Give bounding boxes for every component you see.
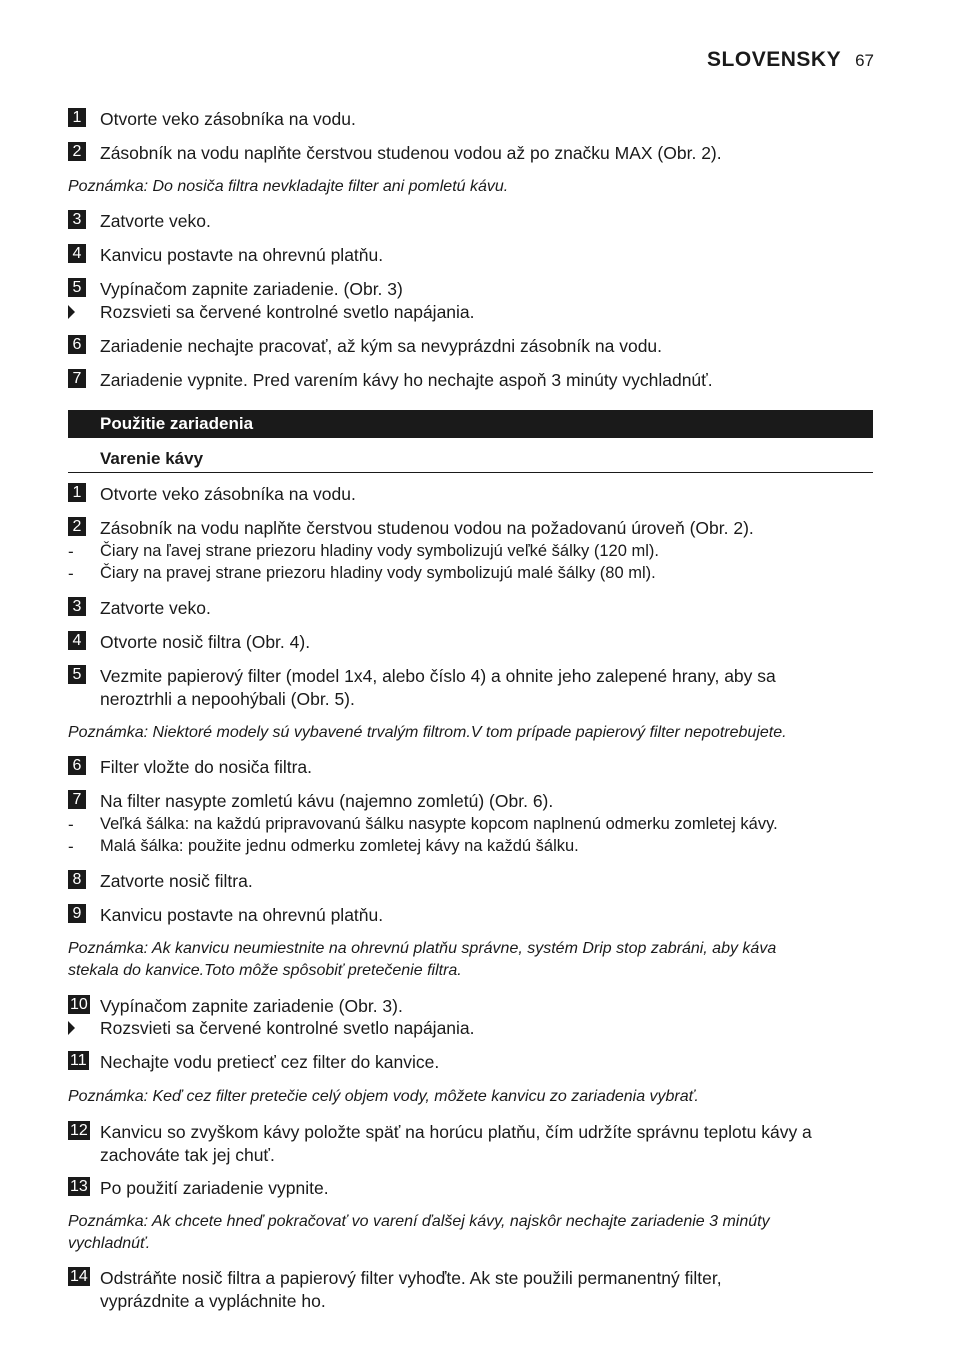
step-number: 9 bbox=[68, 904, 86, 923]
step-number: 3 bbox=[68, 597, 86, 616]
note-line: vychladnúť. bbox=[68, 1235, 151, 1252]
step-text: Na filter nasypte zomletú kávu (najemno zomletú) (Obr. 6). bbox=[100, 791, 554, 811]
step-item bbox=[68, 278, 873, 301]
step-number: 2 bbox=[68, 142, 86, 161]
step-text: Otvorte nosič filtra (Obr. 4). bbox=[100, 632, 311, 652]
language-label: SLOVENSKY bbox=[707, 48, 842, 71]
step-number: 8 bbox=[68, 870, 86, 889]
step-text: Zatvorte veko. bbox=[100, 211, 211, 231]
step-text: Kanvicu postavte na ohrevnú platňu. bbox=[100, 905, 384, 925]
step-number: 4 bbox=[68, 244, 86, 263]
step-item bbox=[68, 1267, 873, 1313]
section-heading bbox=[68, 410, 873, 438]
dash-text: Čiary na pravej strane priezoru hladiny vody symbolizujú malé šálky (80 ml). bbox=[100, 564, 656, 582]
note-line: Poznámka: Ak chcete hneď pokračovať vo varení ďalšej kávy, najskôr nechajte zariadenie 3 minúty bbox=[68, 1213, 770, 1230]
dash-text: Veľká šálka: na každú pripravovanú šálku nasypte kopcom naplnenú odmerku zomletej kávy. bbox=[100, 815, 778, 833]
step-item bbox=[68, 1177, 873, 1200]
step-item bbox=[68, 631, 873, 654]
result-text: Rozsvieti sa červené kontrolné svetlo napájania. bbox=[100, 302, 475, 322]
step-text: Vypínačom zapnite zariadenie (Obr. 3). bbox=[100, 996, 403, 1016]
note-line: stekala do kanvice.Toto môže spôsobiť pretečenie filtra. bbox=[68, 962, 462, 979]
dash-item: - Malá šálka: použite jednu odmerku zomletej kávy na každú šálku. bbox=[68, 835, 873, 857]
step-text: Zatvorte veko. bbox=[100, 598, 211, 618]
step-number: 7 bbox=[68, 790, 86, 809]
step-number: 5 bbox=[68, 665, 86, 684]
step-item bbox=[68, 210, 873, 233]
step-item bbox=[68, 108, 873, 131]
step-number: 12 bbox=[70, 1122, 88, 1139]
step-item bbox=[68, 369, 873, 392]
result-arrow-icon bbox=[68, 305, 75, 319]
dash-text: Čiary na ľavej strane priezoru hladiny vody symbolizujú veľké šálky (120 ml). bbox=[100, 542, 659, 560]
step-text: Vypínačom zapnite zariadenie. (Obr. 3) bbox=[100, 279, 403, 299]
subsection-title: Varenie kávy bbox=[100, 449, 204, 468]
step-text-cont: vyprázdnite a vypláchnite ho. bbox=[100, 1291, 326, 1311]
note: Poznámka: Keď cez filter pretečie celý objem vody, môžete kanvicu zo zariadenia vybrať. bbox=[68, 1088, 699, 1105]
step-text: Zásobník na vodu naplňte čerstvou studenou vodou na požadovanú úroveň (Obr. 2). bbox=[100, 518, 754, 538]
step-item bbox=[68, 142, 873, 165]
step-number: 6 bbox=[68, 335, 86, 354]
step-text: Zariadenie vypnite. Pred varením kávy ho nechajte aspoň 3 minúty vychladnúť. bbox=[100, 370, 713, 390]
step-number: 13 bbox=[70, 1178, 88, 1195]
result-item bbox=[68, 1017, 873, 1040]
step-item bbox=[68, 483, 873, 506]
note bbox=[68, 1211, 873, 1255]
step-text: Otvorte veko zásobníka na vodu. bbox=[100, 109, 356, 129]
step-text: Kanvicu postavte na ohrevnú platňu. bbox=[100, 245, 384, 265]
step-number: 6 bbox=[68, 756, 86, 775]
result-item bbox=[68, 301, 873, 324]
note-line: Poznámka: Ak kanvicu neumiestnite na ohrevnú platňu správne, systém Drip stop zabráni, aby káva bbox=[68, 940, 777, 957]
step-item bbox=[68, 665, 873, 711]
dash-item: - Čiary na pravej strane priezoru hladiny vody symbolizujú malé šálky (80 ml). bbox=[68, 562, 873, 584]
step-text-cont: neroztrhli a nepoohýbali (Obr. 5). bbox=[100, 689, 355, 709]
step-number: 2 bbox=[68, 517, 86, 536]
note: Poznámka: Niektoré modely sú vybavené trvalým filtrom.V tom prípade papierový filter nepotrebujete. bbox=[68, 724, 787, 741]
dash-item: - Čiary na ľavej strane priezoru hladiny vody symbolizujú veľké šálky (120 ml). bbox=[68, 540, 873, 562]
step-item bbox=[68, 517, 873, 540]
step-number: 11 bbox=[70, 1052, 87, 1069]
step-number: 1 bbox=[68, 108, 86, 127]
note bbox=[68, 938, 873, 982]
step-item bbox=[68, 756, 873, 779]
step-item bbox=[68, 995, 873, 1018]
step-item bbox=[68, 904, 873, 927]
dash-item: - Veľká šálka: na každú pripravovanú šálku nasypte kopcom naplnenú odmerku zomletej kávy. bbox=[68, 813, 873, 835]
step-item bbox=[68, 870, 873, 893]
step-text: Filter vložte do nosiča filtra. bbox=[100, 757, 313, 777]
step-text: Zatvorte nosič filtra. bbox=[100, 871, 253, 891]
result-text: Rozsvieti sa červené kontrolné svetlo napájania. bbox=[100, 1018, 475, 1038]
step-number: 4 bbox=[68, 631, 86, 650]
step-item bbox=[68, 597, 873, 620]
step-item bbox=[68, 1121, 873, 1167]
subsection-heading bbox=[68, 448, 873, 473]
result-arrow-icon bbox=[68, 1021, 75, 1035]
step-item bbox=[68, 1051, 873, 1074]
step-text: Zariadenie nechajte pracovať, až kým sa nevyprázdni zásobník na vodu. bbox=[100, 336, 663, 356]
step-number: 3 bbox=[68, 210, 86, 229]
step-text: Kanvicu so zvyškom kávy položte späť na horúcu platňu, čím udržíte správnu teplotu kávy a bbox=[100, 1122, 812, 1142]
note: Poznámka: Do nosiča filtra nevkladajte filter ani pomletú kávu. bbox=[68, 178, 509, 195]
step-text: Po použití zariadenie vypnite. bbox=[100, 1178, 329, 1198]
step-item bbox=[68, 244, 873, 267]
step-text: Otvorte veko zásobníka na vodu. bbox=[100, 484, 356, 504]
step-number: 1 bbox=[68, 483, 86, 502]
dash-text: Malá šálka: použite jednu odmerku zomletej kávy na každú šálku. bbox=[100, 837, 579, 855]
step-item bbox=[68, 790, 873, 813]
step-text: Zásobník na vodu naplňte čerstvou studenou vodou až po značku MAX (Obr. 2). bbox=[100, 143, 722, 163]
step-item bbox=[68, 335, 873, 358]
step-text-cont: zachováte tak jej chuť. bbox=[100, 1145, 275, 1165]
step-number: 7 bbox=[68, 369, 86, 388]
step-number: 14 bbox=[70, 1268, 88, 1285]
section-title: Použitie zariadenia bbox=[100, 414, 254, 433]
page-header bbox=[707, 48, 874, 72]
step-number: 5 bbox=[68, 278, 86, 297]
page-number: 67 bbox=[855, 51, 874, 70]
step-text: Vezmite papierový filter (model 1x4, alebo číslo 4) a ohnite jeho zalepené hrany, aby sa bbox=[100, 666, 776, 686]
step-text: Odstráňte nosič filtra a papierový filter vyhoďte. Ak ste použili permanentný filter, bbox=[100, 1268, 722, 1288]
step-number: 10 bbox=[70, 996, 88, 1013]
step-text: Nechajte vodu pretiecť cez filter do kanvice. bbox=[100, 1052, 440, 1072]
